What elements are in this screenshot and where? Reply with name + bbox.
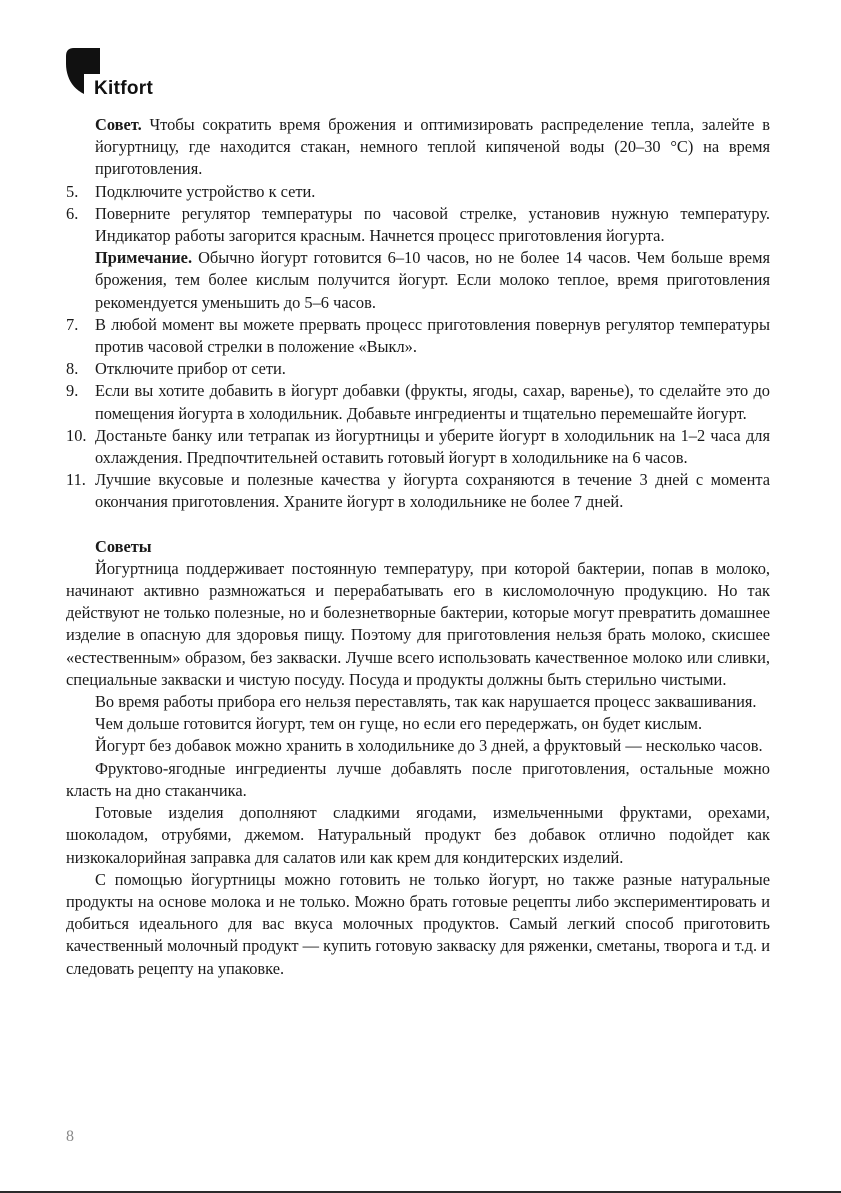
step-number: 11. xyxy=(66,470,86,490)
step-item xyxy=(66,380,770,424)
tips-paragraph: Фруктово-ягодные ингредиенты лучше добавлять после приготовления, остальные можно класть на дно стаканчика. xyxy=(66,758,770,800)
page-number: 8 xyxy=(66,1128,74,1145)
step-number: 10. xyxy=(66,425,87,445)
brand-name: Kitfort xyxy=(94,78,154,99)
step-text: Подключите устройство к сети. xyxy=(95,181,316,201)
note-text: Обычно йогурт готовится 6–10 часов, но не более 14 часов. Чем больше время брожения, тем более кислым получится йогурт. Если молоко теплое, время приготовления рекомендуется уменьшить до 5–6 часов. xyxy=(95,248,770,312)
tips-paragraph: Чем дольше готовится йогурт, тем он гуще, но если его передержать, он будет кислым. xyxy=(95,714,703,734)
tips-paragraph: Йогуртница поддерживает постоянную температуру, при которой бактерии, попав в молоко, начинают активно размножаться и перерабатывать его в кисломолочную продукцию. Но так действуют не только полезные, но и болезнетворные бактерии, которые могут превратить домашнее изделие в опасную для здоровья пищу. Поэтому для приготовления нельзя брать молоко, скисшее «естественным» образом, без закваски. Лучше всего использовать качественное молоко или сливки, специальные закваски и чистую посуду. Посуда и продукты должны быть стерильно чистыми. xyxy=(66,558,770,689)
step-text: Отключите прибор от сети. xyxy=(95,359,286,379)
kitfort-logo xyxy=(66,48,176,104)
step-number: 8. xyxy=(66,359,79,379)
step-number: 6. xyxy=(66,203,79,223)
step-text: В любой момент вы можете прервать процесс приготовления повернув регулятор температуры против часовой стрелки в положение «Выкл». xyxy=(95,314,770,357)
step-text: Если вы хотите добавить в йогурт добавки (фрукты, ягоды, сахар, варенье), то сделайте это до помещения йогурта в холодильник. Добавьте ингредиенты и тщательно перемешайте йогурт. xyxy=(95,381,770,423)
step-number: 9. xyxy=(66,381,79,401)
tips-paragraph: С помощью йогуртницы можно готовить не только йогурт, но также разные натуральные продукты на основе молока и не только. Можно брать готовые рецепты либо экспериментировать и добиться идеального для вас вкуса молочных продуктов. Самый легкий способ приготовить качественный молочный продукт — купить готовую закваску для ряженки, сметаны, творога и т.д. и следовать рецепту на упаковке. xyxy=(66,869,770,978)
step-text: Лучшие вкусовые и полезные качества у йогурта сохраняются в течение 3 дней с момента окончания приготовления. Храните йогурт в холодильнике не более 7 дней. xyxy=(95,470,770,512)
steps-list xyxy=(66,181,770,514)
tip-text: Чтобы сократить время брожения и оптимизировать распределение тепла, залейте в йогуртницу, где находится стакан, немного теплой кипяченой воды (20–30 °С) на время приготовления. xyxy=(95,115,770,179)
step-number: 7. xyxy=(66,314,79,334)
step-item xyxy=(66,469,770,513)
step-item xyxy=(66,425,770,469)
tips-paragraph: Йогурт без добавок можно хранить в холодильнике до 3 дней, а фруктовый — несколько часов. xyxy=(95,736,763,756)
step-text: Поверните регулятор температуры по часовой стрелке, установив нужную температуру. Индикатор работы загорится красным. Начнется процесс приготовления йогурта. xyxy=(95,203,770,246)
page-content xyxy=(66,114,770,980)
step-item xyxy=(66,181,770,203)
section-title: Советы xyxy=(95,536,152,556)
step-text: Достаньте банку или тетрапак из йогуртницы и уберите йогурт в холодильник на 1–2 часа для охлаждения. Предпочтительней оставить готовый йогурт в холодильнике на 6 часов. xyxy=(95,425,770,468)
step-number: 5. xyxy=(66,181,79,201)
note-label: Примечание. xyxy=(95,248,193,268)
tip-label: Совет. xyxy=(95,115,142,134)
tip-paragraph xyxy=(66,114,770,181)
step-item xyxy=(66,203,770,314)
step-item xyxy=(66,358,770,380)
tips-paragraph: Во время работы прибора его нельзя переставлять, так как нарушается процесс заквашивания. xyxy=(95,692,757,712)
tips-paragraph: Готовые изделия дополняют сладкими ягодами, измельченными фруктами, орехами, шоколадом, отрубями, джемом. Натуральный продукт без добавок отлично подойдет как низкокалорийная заправка для салатов или как крем для кондитерских изделий. xyxy=(66,803,770,867)
step-item xyxy=(66,314,770,358)
